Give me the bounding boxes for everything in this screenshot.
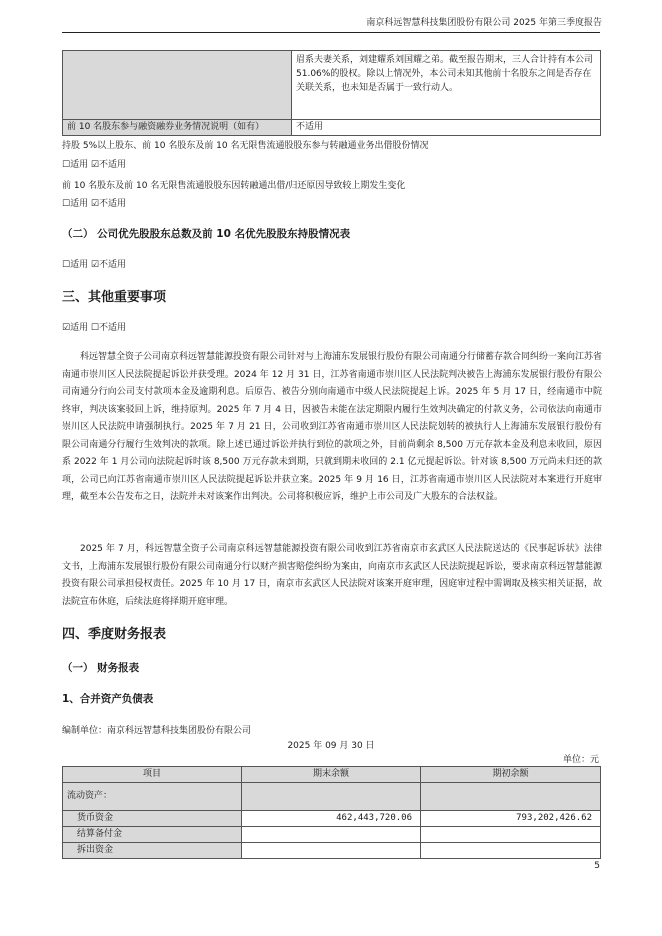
table-row <box>63 51 601 120</box>
preferred-shares-heading: （二） 公司优先股股东总数及前 10 名优先股股东持股情况表 <box>62 228 351 240</box>
other-matters-applicability: ☑适用 ☐不适用 <box>62 323 126 333</box>
row-begin-value <box>421 843 601 859</box>
row-begin-value: 793,202,426.62 <box>421 811 601 827</box>
preparing-entity: 编制单位：南京科远智慧科技集团股份有限公司 <box>62 726 252 736</box>
table-cell-empty <box>63 51 292 120</box>
table-row <box>63 120 601 136</box>
lending-statement: 持股 5%以上股东、前 10 名股东及前 10 名无限售流通股股东参与转融通业务出借股份情况 <box>62 141 429 151</box>
header-item: 项目 <box>63 767 242 783</box>
header-period-end: 期末余额 <box>242 767 421 783</box>
row-item: 流动资产： <box>63 783 242 811</box>
row-end-value: 462,443,720.06 <box>242 811 421 827</box>
row-begin-value <box>421 783 601 811</box>
balance-sheet-heading: 1、合并资产负债表 <box>62 693 154 705</box>
other-matters-heading: 三、其他重要事项 <box>62 290 167 305</box>
litigation-paragraph-2 <box>62 541 602 611</box>
row-begin-value <box>421 827 601 843</box>
table-row <box>63 783 601 811</box>
balance-sheet-table <box>62 766 601 859</box>
currency-unit: 单位：元 <box>562 755 599 765</box>
litigation-paragraph-1 <box>62 349 602 507</box>
row-end-value <box>242 843 421 859</box>
margin-trading-value: 不适用 <box>292 120 601 136</box>
preferred-shares-applicability: ☐适用 ☑不适用 <box>62 260 126 270</box>
shareholder-relation-table <box>62 50 601 136</box>
page-number: 5 <box>594 861 600 871</box>
table-header-row <box>63 767 601 783</box>
change-applicability: ☐适用 ☑不适用 <box>62 199 126 209</box>
row-item: 结算备付金 <box>63 827 242 843</box>
table-row <box>63 827 601 843</box>
relation-note-cell: 眉系夫妻关系，刘建耀系刘国耀之弟。截至报告期末，三人合计持有本公司 51.06%的股权。除以上情况外，本公司未知其他前十名股东之间是否存在关联关系，也未知是否属于一致行动人。 <box>292 51 601 120</box>
row-end-value <box>242 783 421 811</box>
row-item: 货币资金 <box>63 811 242 827</box>
header-divider <box>62 32 600 33</box>
page-header-title: 南京科远智慧科技集团股份有限公司 2025 年第三季度报告 <box>366 18 602 28</box>
table-row <box>63 811 601 827</box>
financial-statements-subheading: （一） 财务报表 <box>62 662 140 674</box>
header-period-begin: 期初余额 <box>421 767 601 783</box>
lending-applicability: ☐适用 ☑不适用 <box>62 160 126 170</box>
report-date: 2025 年 09 月 30 日 <box>287 741 375 751</box>
row-item: 拆出资金 <box>63 843 242 859</box>
change-statement: 前 10 名股东及前 10 名无限售流通股股东因转融通出借/归还原因导致较上期发生变化 <box>62 181 406 191</box>
table-row <box>63 843 601 859</box>
margin-trading-label: 前 10 名股东参与融资融券业务情况说明（如有） <box>63 120 292 136</box>
row-end-value <box>242 827 421 843</box>
financial-statements-heading: 四、季度财务报表 <box>62 627 167 642</box>
paragraph-text: 2025 年 7 月，科远智慧全资子公司南京科远智慧能源投资有限公司收到江苏省南京市玄武区人民法院送达的《民事起诉状》法律文书，上海浦东发展银行股份有限公司南通分行以财产损害赔偿纠纷为案由，向南京市玄武区人民法院提起诉讼，要求南京科远智慧能源投资有限公司承担侵权责任。2025 年 10 月 17 日，南京市玄武区人民法院对该案开庭审理，因庭审过程中需调取及核实相关证据，故法院宣布休庭，后续法庭将择期开庭审理。 <box>62 544 603 607</box>
paragraph-text: 科远智慧全资子公司南京科远智慧能源投资有限公司针对与上海浦东发展银行股份有限公司南通分行储蓄存款合同纠纷一案向江苏省南通市崇川区人民法院提起诉讼并获受理。2024 年 12 月 31 日，江苏省南通市崇川区人民法院判决被告上海浦东发展银行股份有限公司南通分行向公司支付款项本金及逾期利息。后原告、被告分别向南通市中级人民法院提起上诉。2025 年 5 月 17 日，经南通市中院终审，判决该案驳回上诉，维持原判。2025 年 7 月 4 日，因被告未能在法定期限内履行生效判决确定的付款义务，公司依法向南通市崇川区人民法院申请强制执行。2025 年 7 月 21 日，公司收到江苏省南通市崇川区人民法院划转的被执行人上海浦东发展银行股份有限公司南通分行履行生效判决的款项。除上述已通过诉讼并执行到位的款项之外，目前尚剩余 8,500 万元存款本金及利息未收回，原因系 2022 年 1 月公司向法院起诉时该 8,500 万元存款未到期，只就到期未收回的 2.1 亿元提起诉讼。针对该 8,500 万元尚未归还的款项，公司已向江苏省南通市崇川区人民法院提起诉讼并获立案。2025 年 9 月 16 日，江苏省南通市崇川区人民法院对本案进行开庭审理，截至本公告发布之日，法院并未对该案作出判决。公司将积极应诉，维护上市公司及广大股东的合法权益。 <box>62 352 603 502</box>
